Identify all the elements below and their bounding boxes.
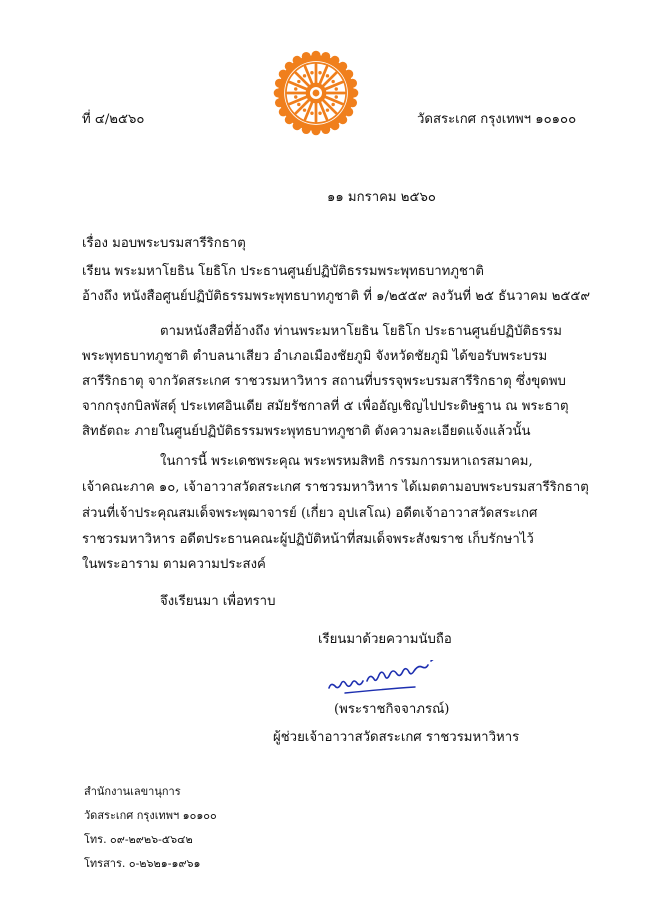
body-p1-line-3: สารีริกธาตุ จากวัดสระเกศ ราชวรมหาวิหาร สถานที่บรรจุพระบรมสารีริกธาตุ ซึ่งขุดพบ [82, 374, 566, 389]
signer-title: ผู้ช่วยเจ้าอาวาสวัดสระเกศ ราชวรมหาวิหาร [273, 730, 520, 745]
footer-fax: โทรสาร. ๐-๒๖๒๑-๑๙๖๑ [84, 857, 201, 870]
reference-line: อ้างถึง หนังสือศูนย์ปฏิบัติธรรมพระพุทธบาทภูชาติ ที่ ๑/๒๕๕๙ ลงวันที่ ๒๕ ธันวาคม ๒๕๕๙ [82, 289, 591, 304]
footer-address: วัดสระเกศ กรุงเทพฯ ๑๐๑๐๐ [84, 809, 217, 822]
salutation: เรียนมาด้วยความนับถือ [318, 632, 452, 647]
body-p1-line-2: พระพุทธบาทภูชาติ ตำบลนาเสียว อำเภอเมืองชัยภูมิ จังหวัดชัยภูมิ ได้ขอรับพระบรม [82, 349, 548, 364]
subject-line: เรื่อง มอบพระบรมสารีริกธาตุ [82, 236, 246, 251]
body-p2-line-5: ในพระอาราม ตามความประสงค์ [82, 557, 266, 572]
dharmachakra-emblem-icon [273, 50, 359, 136]
signature-icon [325, 660, 485, 700]
document-number: ที่ ๔/๒๕๖๐ [82, 112, 145, 127]
footer-office: สำนักงานเลขานุการ [84, 785, 181, 798]
body-p2-line-3: ส่วนที่เจ้าประคุณสมเด็จพระพุฒาจารย์ (เกี่ยว อุปเสโณ) อดีตเจ้าอาวาสวัดสระเกศ [82, 506, 538, 521]
body-p2-line-2: เจ้าคณะภาค ๑๐, เจ้าอาวาสวัดสระเกศ ราชวรมหาวิหาร ได้เมตตามอบพระบรมสารีริกธาตุ [82, 480, 589, 495]
body-p2-line-4: ราชวรมหาวิหาร อดีตประธานคณะผู้ปฏิบัติหน้าที่สมเด็จพระสังฆราช เก็บรักษาไว้ [82, 532, 534, 547]
body-p1-line-5: สิทธัตถะ ภายในศูนย์ปฏิบัติธรรมพระพุทธบาทภูชาติ ดังความละเอียดแจ้งแล้วนั้น [82, 424, 531, 439]
body-p2-line-1: ในการนี้ พระเดชพระคุณ พระพรหมสิทธิ กรรมการมหาเถรสมาคม, [160, 454, 533, 469]
sender-address: วัดสระเกศ กรุงเทพฯ ๑๐๑๐๐ [417, 112, 577, 127]
body-p1-line-4: จากกรุงกบิลพัสดุ์ ประเทศอินเดีย สมัยรัชกาลที่ ๕ เพื่ออัญเชิญไปประดิษฐาน ณ พระธาตุ [82, 399, 569, 414]
body-p1-line-1: ตามหนังสือที่อ้างถึง ท่านพระมหาโยธิน โยธิโก ประธานศูนย์ปฏิบัติธรรม [160, 324, 562, 339]
closing-inform: จึงเรียนมา เพื่อทราบ [160, 594, 276, 609]
recipient-line: เรียน พระมหาโยธิน โยธิโก ประธานศูนย์ปฏิบัติธรรมพระพุทธบาทภูชาติ [82, 264, 484, 279]
footer-phone: โทร. ๐๙-๒๙๒๖-๕๖๔๒ [84, 833, 193, 846]
signer-name: (พระราชกิจจาภรณ์) [334, 702, 450, 717]
document-date: ๑๑ มกราคม ๒๕๖๐ [327, 190, 436, 205]
